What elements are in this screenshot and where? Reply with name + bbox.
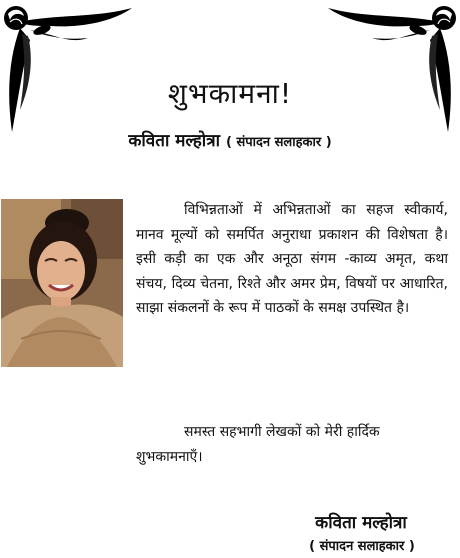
rose-corner-left-icon	[0, 0, 150, 140]
author-photo	[1, 199, 123, 367]
author-name: कविता मल्होत्रा	[128, 131, 220, 151]
signature-role: ( संपादन सलाहकार )	[309, 539, 415, 554]
author-line	[0, 128, 460, 151]
paragraph-wishes: समस्त सहभागी लेखकों को मेरी हार्दिक शुभकामनाएँ।	[136, 424, 380, 465]
signature-name: कविता मल्होत्रा	[315, 513, 407, 533]
paragraph-main: विभिन्नताओं में अभिन्नताओं का सहज स्वीकार्य, मानव मूल्यों को समर्पित अनुराधा प्रकाशन की विशेषता है। इसी कड़ी का एक और अनूठा संगम -काव्य अमृत, कथा संचय, दिव्य चेतना, रिश्ते और अमर प्रेम, विषयों पर आधारित, साझा संकलनों के रूप में पाठकों के समक्ष उपस्थित है।	[136, 202, 448, 316]
rose-corner-right-icon	[310, 0, 460, 140]
author-role: ( संपादन सलाहकार )	[225, 135, 332, 150]
page-title: शुभकामना!	[167, 77, 293, 110]
